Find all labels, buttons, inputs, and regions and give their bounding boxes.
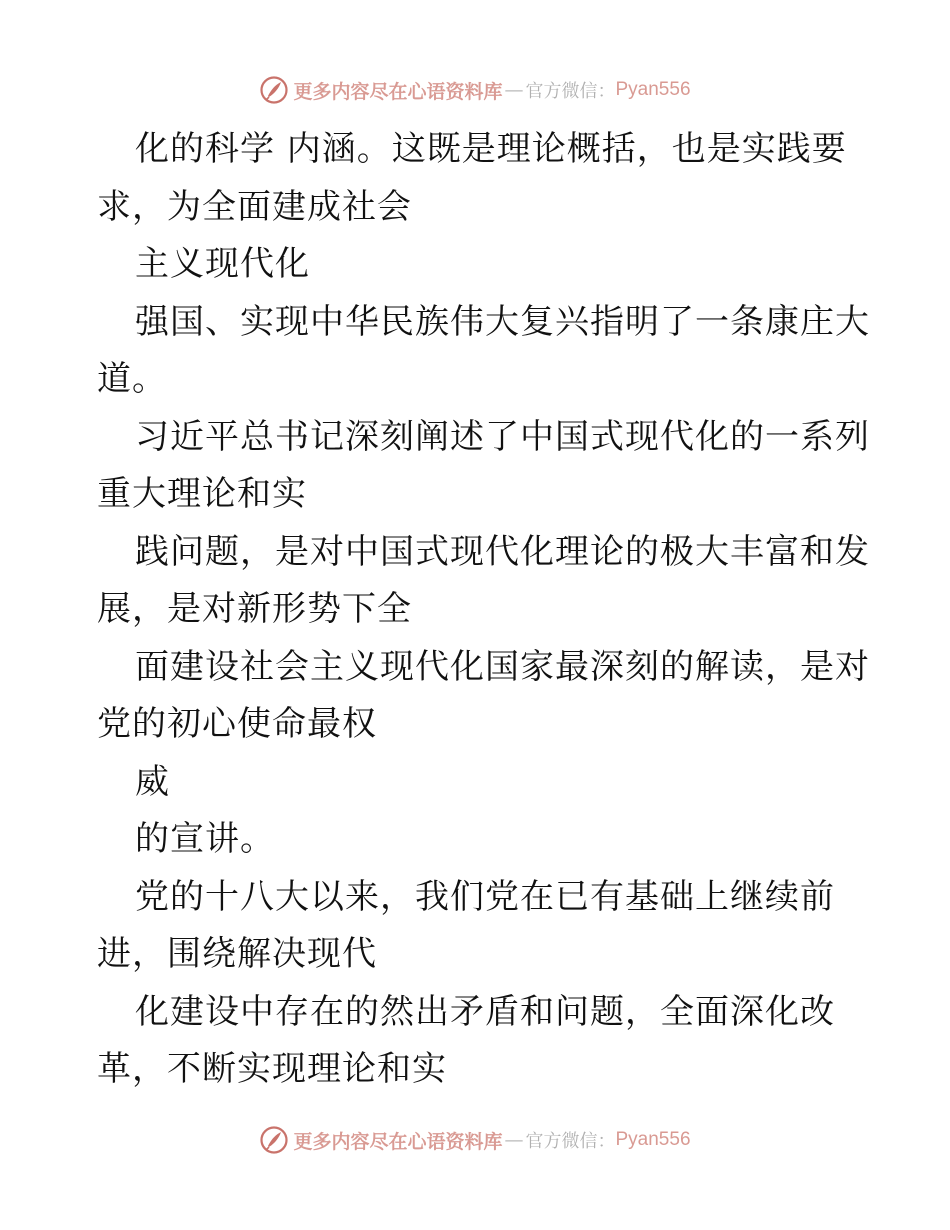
quill-logo-icon — [259, 1125, 289, 1155]
text-line: 党的初心使命最权 — [97, 704, 377, 744]
footer-watermark — [0, 1120, 950, 1160]
text-line: 的宣讲。 — [135, 819, 275, 859]
text-line: 重大理论和实 — [97, 474, 307, 514]
text-line: 展，是对新形势下全 — [97, 589, 412, 629]
watermark-brand: 更多内容尽在心语资料库 — [293, 1130, 503, 1153]
header-watermark — [0, 70, 950, 110]
text-line: 强国、实现中华民族伟大复兴指明了一条康庄大 — [135, 301, 870, 342]
text-line: 化的科学 内涵。这既是理论概括，也是实践要 — [135, 129, 847, 169]
text-line: 化建设中存在的然出矛盾和问题，全面深化改 — [135, 991, 835, 1032]
document-body — [97, 121, 870, 1099]
text-line: 革，不断实现理论和实 — [97, 1049, 447, 1089]
watermark-separator: — — [504, 79, 524, 101]
watermark-separator: — — [504, 1129, 524, 1151]
text-line: 党的十八大以来，我们党在已有基础上继续前 — [135, 876, 835, 917]
text-line: 威 — [135, 761, 170, 802]
text-line: 践问题，是对中国式现代化理论的极大丰富和发 — [135, 531, 870, 572]
text-line: 主义现代化 — [135, 244, 310, 284]
watermark-wechat-id: Pyan556 — [615, 1129, 691, 1150]
watermark-wechat-label: 官方微信： — [525, 81, 616, 102]
text-line: 进，围绕解决现代 — [97, 934, 377, 974]
watermark-wechat-id: Pyan556 — [615, 79, 691, 100]
text-line: 道。 — [97, 359, 167, 399]
text-line: 习近平总书记深刻阐述了中国式现代化的一系列 — [135, 416, 870, 457]
quill-logo-icon — [259, 75, 289, 105]
text-line: 求，为全面建成社会 — [97, 186, 412, 227]
watermark-wechat-label: 官方微信： — [525, 1131, 616, 1152]
watermark-brand: 更多内容尽在心语资料库 — [293, 80, 503, 103]
text-line: 面建设社会主义现代化国家最深刻的解读，是对 — [135, 646, 870, 687]
